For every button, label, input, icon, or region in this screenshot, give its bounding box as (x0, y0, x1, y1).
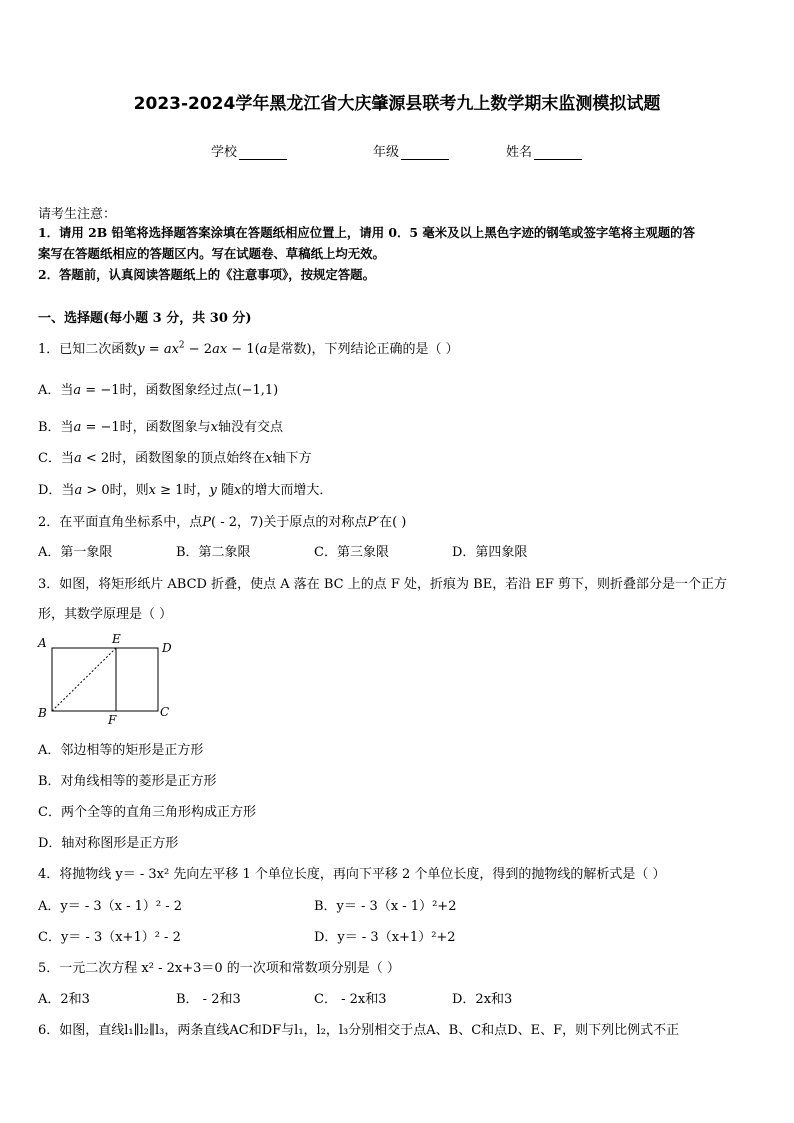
q2-option-b[interactable]: B．第二象限 (176, 545, 251, 560)
q5-option-d[interactable]: D．2x和3 (452, 992, 513, 1007)
grade-label: 年级 (373, 145, 400, 160)
q1-stem-a: 1．已知二次函数 (38, 342, 138, 357)
notice-item-1a: 1．请用 2B 铅笔将选择题答案涂填在答题纸相应位置上，请用 0．5 毫米及以上黑色字迹的钢笔或签字笔将主观题的答 (38, 225, 695, 240)
section-heading: 一、选择题(每小题 3 分，共 30 分) (38, 311, 252, 326)
q1-option-b[interactable]: B．当a = −1时，函数图象与x轴没有交点 (38, 420, 284, 435)
q1-stem-b: 是常数)，下列结论正确的是（ ） (267, 342, 459, 357)
q1-formula: y (137, 342, 145, 357)
q1-d-text4: 随 (220, 483, 234, 498)
grade-field[interactable] (373, 141, 449, 160)
q3-option-a[interactable]: A．邻边相等的矩形是正方形 (38, 743, 204, 758)
q5-stem: 5．一元二次方程 x² - 2x+3＝0 的一次项和常数项分别是（ ） (38, 961, 400, 976)
q6-stem: 6．如图，直线l₁∥l₂∥l₃，两条直线AC和DF与l₁，l₂，l₃分别相交于点A、B、C和点D、E、F，则下列比例式不正 (38, 1023, 680, 1038)
rectangle-abcd (52, 648, 158, 711)
notice-item-1b: 案写在答题纸相应的答题区内。写在试题卷、草稿纸上均无效。 (38, 246, 385, 261)
q3-option-b[interactable]: B．对角线相等的菱形是正方形 (38, 774, 217, 789)
school-label: 学校 (211, 145, 238, 160)
q3-stem-a: 3．如图，将矩形纸片 ABCD 折叠，使点 A 落在 BC 上的点 F 处，折痕为 BE，若沿 EF 剪下，则折叠部分是一个正方 (38, 577, 727, 592)
q1-d-text5: 的增大而增大． (241, 483, 333, 498)
q1-d-text2: 时，则 (109, 483, 149, 498)
school-blank (239, 147, 287, 160)
school-field[interactable] (211, 141, 287, 160)
q3-option-c[interactable]: C．两个全等的直角三角形构成正方形 (38, 805, 256, 820)
label-f: F (108, 713, 117, 725)
q5-option-c[interactable]: C． - 2x和3 (314, 992, 387, 1007)
q1-a-point: (−1,1) (236, 383, 279, 398)
page-title: 2023-2024学年黑龙江省大庆肇源县联考九上数学期末监测模拟试题 (133, 94, 661, 114)
q1-c-text3: 轴下方 (272, 451, 312, 466)
q1-stem: 1．已知二次函数$y = ax^2 - 2ax - 1(a$是常数)，下列结论正确的是（ ） (38, 340, 459, 357)
q5-option-a[interactable]: A．2和3 (38, 992, 90, 1007)
q2-option-a[interactable]: A．第一象限 (38, 545, 113, 560)
q2-stem-c: 在( ) (379, 515, 407, 530)
q1-a-text2: 时，函数图象经过点 (119, 383, 237, 398)
q1-option-a[interactable]: A．当a = −1时，函数图象经过点(−1,1) (38, 383, 279, 398)
q2-stem-a: 2．在平面直角坐标系中，点 (38, 515, 203, 530)
label-e: E (112, 632, 121, 646)
q4-option-d[interactable]: D．y＝ - 3（x+1）²+2 (314, 930, 456, 945)
q1-c-text1: C．当 (38, 451, 74, 466)
name-label: 姓名 (506, 145, 533, 160)
name-blank (534, 147, 582, 160)
q1-d-text1: D．当 (38, 483, 75, 498)
q4-option-a[interactable]: A．y＝ - 3（x - 1）² - 2 (38, 899, 183, 914)
q3-stem-b: 形，其数学原理是（ ） (38, 607, 173, 622)
q2-stem-b: ( - 2，7)关于原点的对称点 (211, 515, 368, 530)
q2-stem: 2．在平面直角坐标系中，点P( - 2，7)关于原点的对称点P′在( ) (38, 515, 407, 530)
q3-option-d[interactable]: D．轴对称图形是正方形 (38, 836, 179, 851)
label-c: C (160, 705, 170, 719)
label-d: D (162, 641, 172, 655)
q2-option-c[interactable]: C．第三象限 (314, 545, 389, 560)
q1-b-text2: 时，函数图象与 (119, 420, 211, 435)
label-a: A (38, 636, 47, 650)
q1-d-text3: 时， (183, 483, 210, 498)
q2-option-d[interactable]: D．第四象限 (452, 545, 528, 560)
q4-stem: 4．将抛物线 y＝ - 3x² 先向左平移 1 个单位长度，再向下平移 2 个单位长度，得到的抛物线的解析式是（ ） (38, 867, 666, 882)
q1-c-text2: 时，函数图象的顶点始终在 (109, 451, 266, 466)
q4-option-b[interactable]: B．y＝ - 3（x - 1）²+2 (314, 899, 457, 914)
notice-item-2: 2．答题前，认真阅读答题纸上的《注意事项》，按规定答题。 (38, 267, 375, 282)
q3-rectangle-figure (34, 630, 184, 725)
notice-heading: 请考生注意： (38, 207, 117, 222)
q1-a-text1: A．当 (38, 383, 74, 398)
q1-b-text3: 轴没有交点 (218, 420, 284, 435)
fold-line-be (52, 648, 116, 711)
q1-b-text1: B．当 (38, 420, 74, 435)
q1-option-c[interactable]: C．当a < 2时，函数图象的顶点始终在x轴下方 (38, 451, 312, 466)
grade-blank (401, 147, 449, 160)
label-b: B (38, 706, 47, 720)
name-field[interactable] (506, 141, 582, 160)
q5-option-b[interactable]: B． - 2和3 (176, 992, 241, 1007)
q1-option-d[interactable]: D．当a > 0时，则x ≥ 1时，y 随x的增大而增大． (38, 483, 333, 498)
q4-option-c[interactable]: C．y＝ - 3（x+1）² - 2 (38, 930, 181, 945)
